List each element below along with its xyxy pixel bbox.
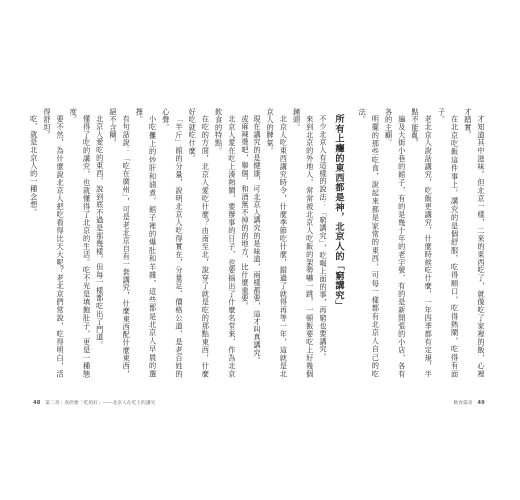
body-paragraph: 北京人愛吃的東西，說到底不過是那幾樣，但每一樣都吃出了門道。 [95, 115, 105, 350]
body-paragraph: 在吃的方面，北京人愛吃什麼？由南至北，說穿了就是吃的那點東西，什麼好吃就吃什麼。 [188, 108, 211, 378]
body-paragraph: 明擺的那些吃食，說起來都是家常的東西，可每一樣都有北京人自己的吃法。 [358, 108, 381, 378]
book-spread [30, 108, 486, 406]
body-paragraph: 不少北京人有這樣的說法：「窮講究」，吃喝上面的事，再窮也要講究。 [318, 115, 328, 362]
section-heading: 所有上癮的東西都是神，北京人的「窮講究」 [332, 114, 344, 310]
body-paragraph: 才知道其中滋味。但北京一樣，二來的東西吃了，就像吃了家裡的飯，心裡才踏實。 [463, 108, 486, 378]
running-head: 第二章｜真的要「吃的好」——北京人在吃上的講究 [45, 401, 156, 406]
body-paragraph: 「半斤」館的分量，說明北京人吃得實在，分量足、價格公道，是老百姓的心聲。 [161, 108, 184, 378]
running-head: 飲食篇章 [453, 401, 473, 406]
body-paragraph: 老北京人說話講究，吃飯更講究，什麼時候吃什麼，一年四季都有定規，半點不能亂。 [410, 108, 434, 378]
page-number: 49 [477, 400, 485, 406]
left-page-body [30, 108, 252, 378]
body-paragraph: 北京人吃東西講究時令，什麼季節吃什麼，錯過了就得再等一年，這就是北京人的脾氣。 [266, 108, 289, 378]
body-paragraph: 懂得了吃的講究，也就懂得了北京的生活。吃不光是填飽肚子，更是一種態度。 [69, 108, 92, 378]
body-paragraph: 吃，就是北京人的一種念想。 [29, 115, 39, 217]
body-paragraph: 有句話說：「吃在廣州」，可是老北京自有一套講究，什麼東西配什麼東西，絕不含糊。 [108, 108, 132, 378]
body-paragraph: 現在講究的是健康，可北京人講究的是味道，兩樣都要，這才叫真講究。 [252, 115, 262, 365]
body-paragraph: 小吃攤上的炒肝和滷煮，館子裡的爆肚和羊雜，這些都是北京人早晨的選擇。 [135, 108, 158, 378]
page-number: 48 [33, 400, 41, 406]
body-paragraph: 遍及大街小巷的館子，有的是幾十年的老字號，有的是新開張的小店，各有各的主顧。 [384, 108, 407, 378]
body-paragraph: 或麻辣燙吧，舉個，和酒無不掉的的地方，比什麼重要。 [241, 115, 250, 311]
right-folio [454, 400, 488, 406]
body-paragraph: 北京人愛在吃上湊熱鬧，要辦事的日子，也要搞出了什麼名堂來，作為北京飲食的特點。 [214, 108, 237, 378]
body-paragraph: 來到北京的外地人，常常被北京人吃飯的架勢嚇一跳，一頓飯要吃上好幾個鐘頭。 [292, 108, 315, 378]
right-page [252, 108, 488, 406]
left-page [30, 108, 252, 406]
left-folio [30, 400, 156, 406]
body-paragraph: 在北京吃飯這件事上，講究的是個舒服，吃得順口，吃得熱鬧，吃得有面子。 [437, 108, 460, 378]
right-page-body [252, 108, 488, 378]
body-paragraph: 要不然，為什麼說北京人把吃看得比天大呢？老北京們常說，吃得明白，活得舒坦。 [42, 108, 66, 378]
